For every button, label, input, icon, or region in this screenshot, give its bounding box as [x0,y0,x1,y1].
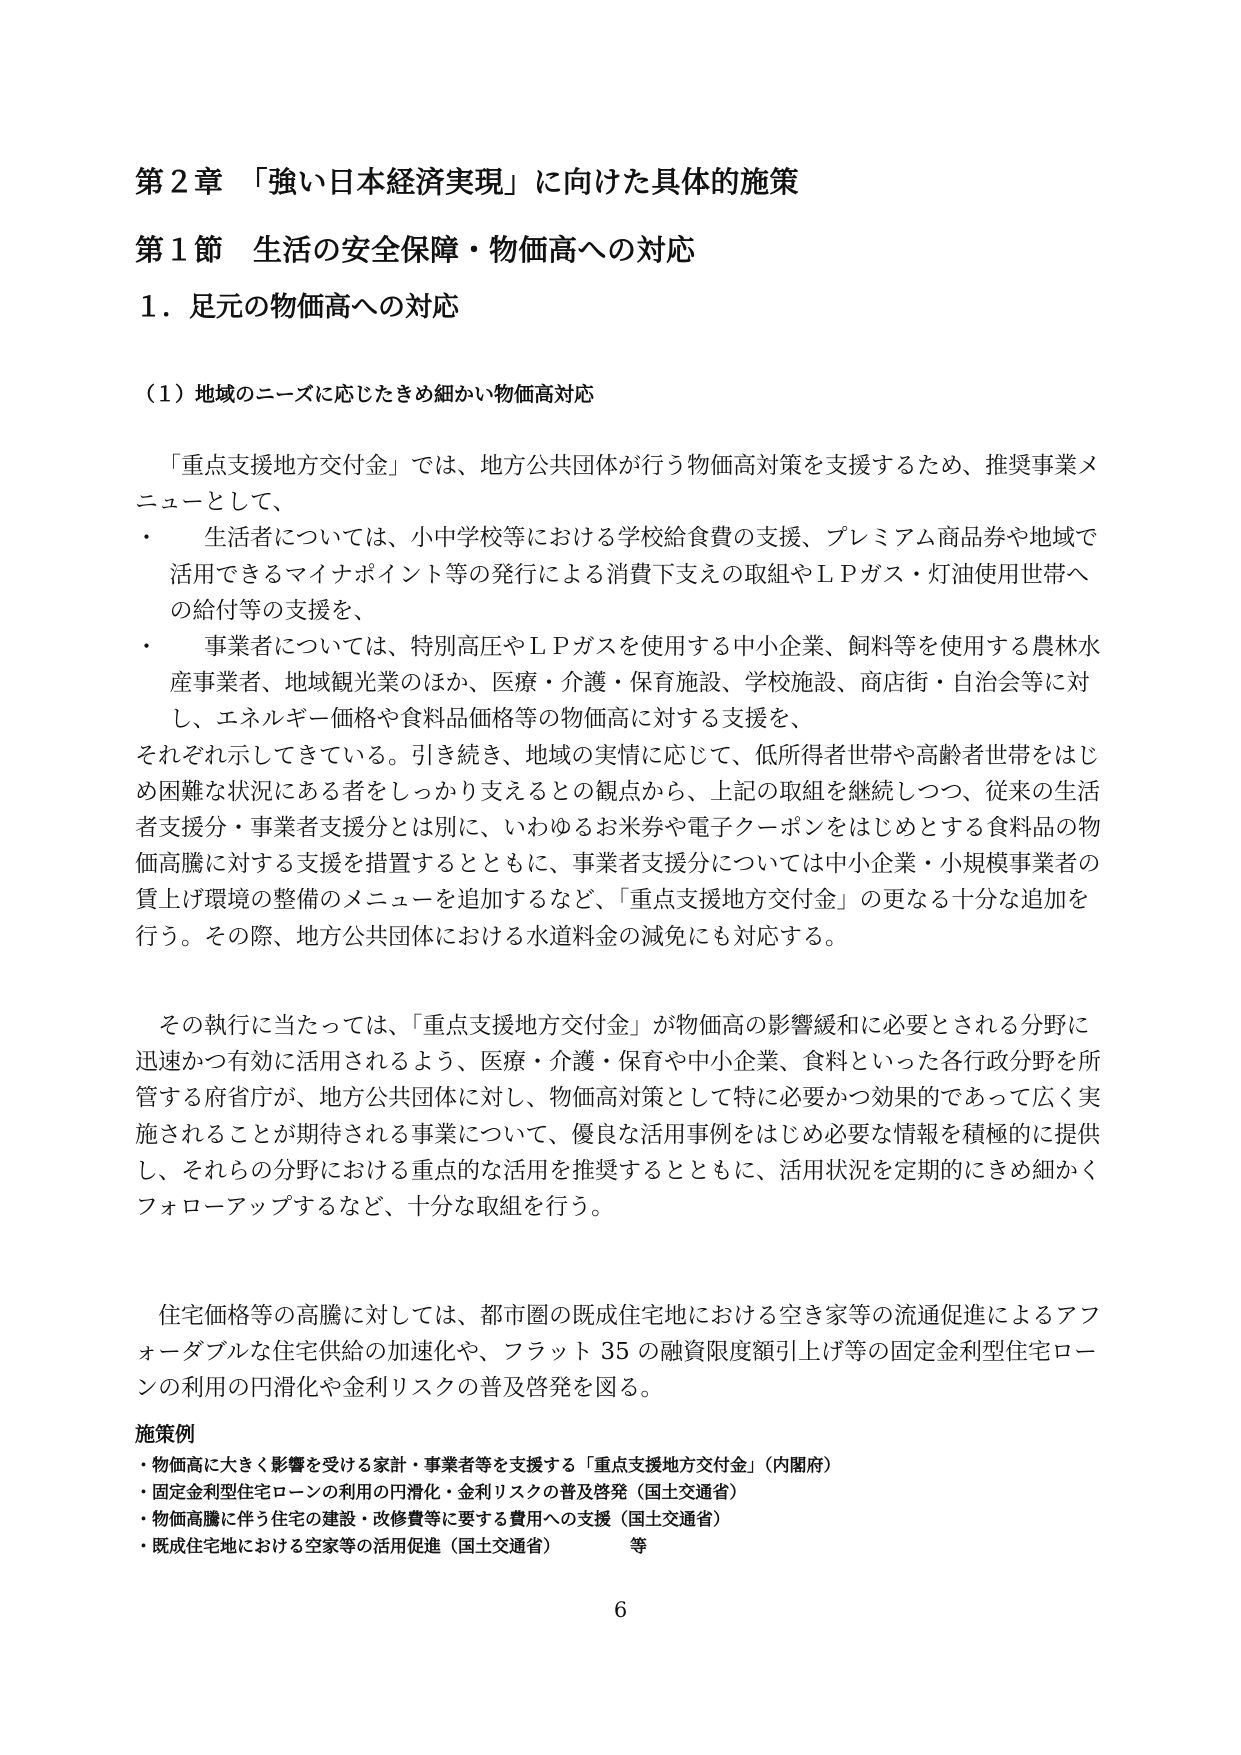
policy-example-text: ・既成住宅地における空家等の活用促進（国土交通省） [135,1537,560,1557]
subsection-heading: １．足元の物価高への対応 [135,292,459,323]
bullet-text: 生活者については、小中学校等における学校給食費の支援、プレミアム商品券や地域で活用できるマイナポイント等の発行による消費下支えの取組やＬＰガス・灯油使用世帯への給付等の支援を、 [169,525,1099,624]
chapter-heading: 第２章 「強い日本経済実現」に向けた具体的施策 [135,165,800,199]
paragraph-housing: 住宅価格等の高騰に対しては、都市圏の既成住宅地における空き家等の流通促進によるアフォーダブルな住宅供給の加速化や、フラット 35 の融資限度額引上げ等の固定金利型住宅ローンの利用の円滑化や金利リスクの普及啓発を図る。 [135,1303,1101,1402]
paragraph-continuation: それぞれ示してきている。引き続き、地域の実情に応じて、低所得者世帯や高齢者世帯をはじめ困難な状況にある者をしっかり支えるとの観点から、上記の取組を継続しつつ、従来の生活者支援分・事業者支援分とは別に、いわゆるお米券や電子クーポンをはじめとする食料品の物価高騰に対する支援を措置するとともに、事業者支援分については中小企業・小規模事業者の賃上げ環境の整備のメニューを追加するなど、「重点支援地方交付金」の更なる十分な追加を行う。その際、地方公共団体における水道料金の減免にも対応する。 [135,742,1101,950]
policy-example-item: ・物価高騰に伴う住宅の建設・改修費等に要する費用への支援（国土交通省） [135,1510,730,1530]
bullet-mark: ・ [135,525,158,552]
paragraph-intro: 「重点支援地方交付金」では、地方公共団体が行う物価高対策を支援するため、推奨事業メニューとして、 [135,453,1101,516]
policy-example-item-last [135,1534,841,1561]
policy-example-item: ・固定金利型住宅ローンの利用の円滑化・金利リスクの普及啓発（国土交通省） [135,1483,747,1503]
paragraph-block-3 [135,1298,1105,1407]
policy-example-suffix: 等 [630,1537,647,1557]
bullet-item-businesses [135,629,1105,738]
item-heading: （１）地域のニーズに応じたきめ細かい物価高対応 [135,382,594,406]
page-number: 6 [613,1598,628,1622]
bullet-text: 事業者については、特別高圧やＬＰガスを使用する中小企業、飼料等を使用する農林水産事業者、地域観光業のほか、医療・介護・保育施設、学校施設、商店街・自治会等に対し、エネルギー価格や食料品価格等の物価高に対する支援を、 [169,634,1101,733]
policy-example-item: ・物価高に大きく影響を受ける家計・事業者等を支援する「重点支援地方交付金」（内閣府） [135,1456,841,1476]
paragraph-execution: その執行に当たっては、「重点支援地方交付金」が物価高の影響緩和に必要とされる分野に迅速かつ有効に活用されるよう、医療・介護・保育や中小企業、食料といった各行政分野を所管する府省庁が、地方公共団体に対し、物価高対策として特に必要かつ効果的であって広く実施されることが期待される事業について、優良な活用事例をはじめ必要な情報を積極的に提供し、それらの分野における重点的な活用を推奨するとともに、活用状況を定期的にきめ細かくフォローアップするなど、十分な取組を行う。 [135,1013,1101,1221]
paragraph-block-2 [135,1008,1105,1225]
policy-examples [135,1418,841,1561]
section-heading: 第１節 生活の安全保障・物価高への対応 [135,233,696,267]
policy-examples-title: 施策例 [135,1422,195,1446]
paragraph-block-1 [135,448,1105,955]
bullet-item-residents [135,520,1105,629]
bullet-mark: ・ [135,634,158,661]
